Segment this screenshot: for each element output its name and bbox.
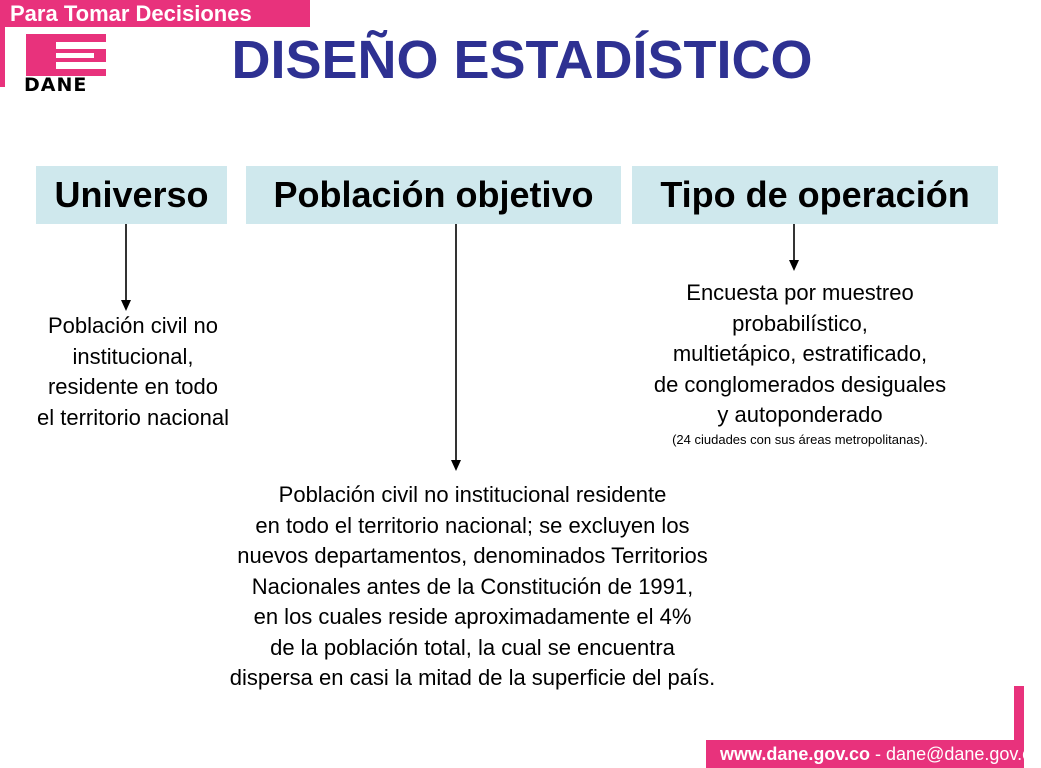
poblacion-line: dispersa en casi la mitad de la superficie del país. — [229, 665, 716, 690]
arrow-poblacion — [451, 224, 461, 471]
footer-contact — [720, 742, 1041, 766]
footer-email-link[interactable]: dane@dane.gov.co — [886, 744, 1041, 764]
poblacion-line: Población civil no institucional residente — [278, 482, 667, 507]
tipo-line: multietápico, estratificado, — [672, 341, 928, 366]
footer-banner — [706, 740, 1041, 768]
footer-separator: - — [870, 744, 887, 764]
tipo-note: (24 ciudades con sus áreas metropolitanas). — [672, 431, 928, 447]
poblacion-line: de la población total, la cual se encuentra — [270, 634, 675, 660]
tipo-line: y autoponderado — [717, 402, 883, 427]
poblacion-objetivo-description — [170, 480, 775, 694]
poblacion-line: en los cuales reside aproximadamente el 4% — [253, 604, 692, 629]
universo-description — [18, 311, 248, 433]
logo-text: DANE — [24, 74, 88, 96]
footer-website-link[interactable]: www.dane.gov.co — [720, 744, 871, 764]
universo-line: institucional, — [72, 343, 194, 369]
arrow-universo — [121, 224, 131, 311]
tipo-line: Encuesta por muestreo — [686, 280, 914, 305]
universo-line: Población civil no — [48, 313, 218, 338]
poblacion-line: nuevos departamentos, denominados Territorios — [237, 543, 708, 568]
page-title: DISEÑO ESTADÍSTICO — [231, 30, 813, 90]
header-universo: Universo — [36, 166, 227, 224]
poblacion-line: en todo el territorio nacional; se excluyen los — [255, 512, 690, 538]
tipo-operacion-description — [612, 278, 988, 449]
universo-line: el territorio nacional — [37, 404, 229, 430]
arrow-tipo — [789, 224, 799, 271]
tipo-line: probabilístico, — [732, 310, 868, 336]
right-accent-rule — [1014, 686, 1024, 740]
header-tipo-operacion: Tipo de operación — [632, 166, 998, 224]
tipo-line: de conglomerados desiguales — [653, 371, 947, 397]
poblacion-line: Nacionales antes de la Constitución de 1991, — [251, 573, 694, 599]
header-poblacion-objetivo: Población objetivo — [246, 166, 621, 224]
universo-line: residente en todo — [47, 374, 219, 399]
tagline: Para Tomar Decisiones — [10, 1, 252, 26]
